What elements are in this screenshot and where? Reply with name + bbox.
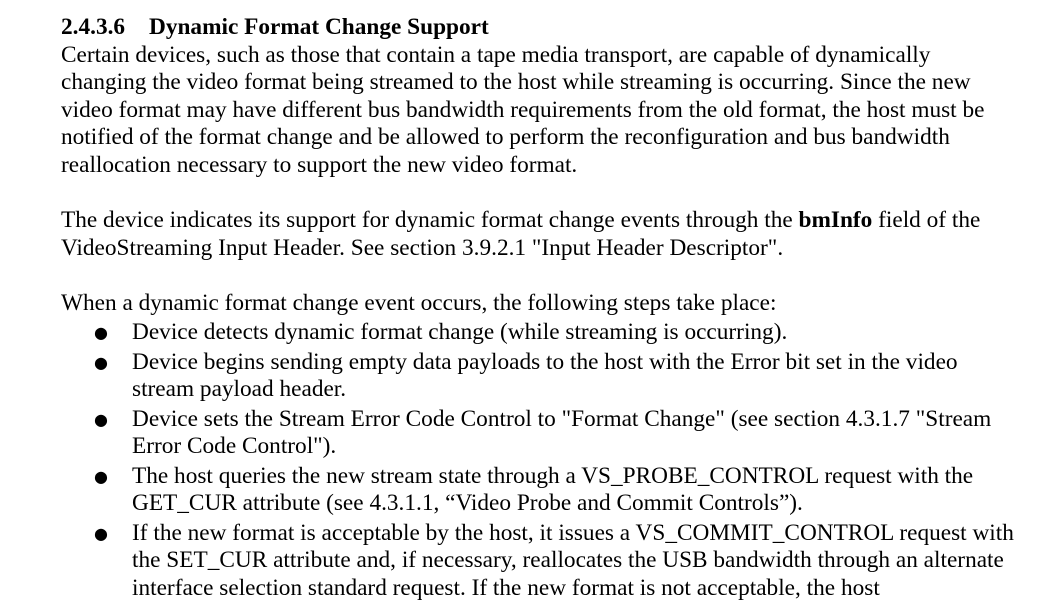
- list-item: [61, 406, 1021, 461]
- paragraph-bminfo-text-after: field of the VideoStreaming Input Header. See section 3.9.2.1 "Input Header Descriptor".: [61, 207, 981, 261]
- list-item: [61, 520, 1021, 602]
- section-title: Dynamic Format Change Support: [149, 14, 489, 40]
- paragraph-bminfo: [61, 207, 1021, 262]
- list-item-text: If the new format is acceptable by the host, it issues a VS_COMMIT_CONTROL request with the SET_CUR attribute and, if necessary, reallocates the USB bandwidth through an alternate interface selection standard request. If the new format is not acceptable, the host: [132, 519, 1014, 601]
- list-item-text: Device detects dynamic format change (while streaming is occurring).: [132, 319, 788, 346]
- list-item-text: Device sets the Stream Error Code Control to "Format Change" (see section 4.3.1.7 "Stream Error Code Control").: [132, 405, 992, 460]
- paragraph-bminfo-text-before: The device indicates its support for dynamic format change events through the: [61, 207, 799, 234]
- bullet-icon: ●: [94, 523, 108, 543]
- list-item-text: Device begins sending empty data payloads to the host with the Error bit set in the video stream payload header.: [132, 348, 958, 403]
- document-page: [61, 14, 1021, 602]
- bullet-icon: ●: [94, 323, 108, 343]
- paragraph-intro: Certain devices, such as those that contain a tape media transport, are capable of dynamically changing the video format being streamed to the host while streaming is occurring. Since the new video format may have different bus bandwidth requirements from the old format, the host must be notified of the format change and be allowed to perform the reconfiguration and bus bandwidth reallocation necessary to support the new video format.: [61, 41, 985, 178]
- steps-list: [61, 319, 1021, 602]
- section-heading: [61, 14, 1021, 42]
- list-item-text: The host queries the new stream state through a VS_PROBE_CONTROL request with the GET_CUR attribute (see 4.3.1.1, “Video Probe and Commit Controls”).: [132, 462, 974, 517]
- bullet-icon: ●: [94, 409, 108, 429]
- list-item: [61, 463, 1021, 518]
- bullet-icon: ●: [94, 466, 108, 486]
- bullet-icon: ●: [94, 352, 108, 372]
- paragraph-steps-intro: When a dynamic format change event occurs, the following steps take place:: [61, 289, 777, 316]
- section-number: 2.4.3.6: [61, 14, 126, 40]
- list-item: [61, 319, 1021, 347]
- list-item: [61, 349, 1021, 404]
- bminfo-field-name: bmInfo: [798, 207, 873, 234]
